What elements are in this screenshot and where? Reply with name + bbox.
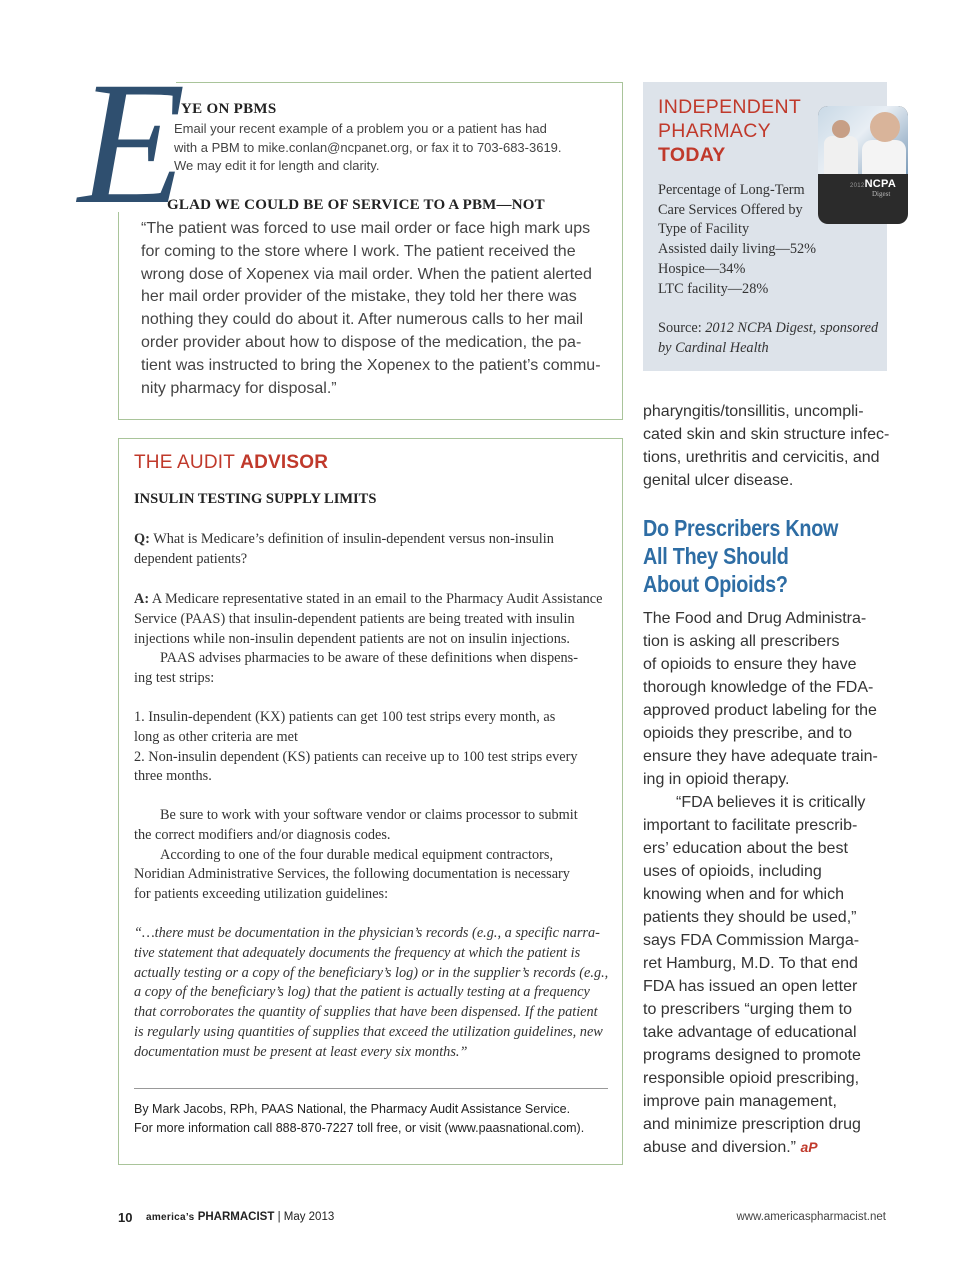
column-line: tions, urethritis and cervicitis, and: [643, 449, 880, 466]
body-line: The Food and Drug Administra-: [643, 610, 867, 627]
quote-line: knowing when and for which: [643, 886, 845, 903]
source-italic: 2012 NCPA Digest, sponsored: [705, 320, 879, 336]
story-line: order provider about how to dispose of the medication, the pa-: [141, 333, 582, 351]
story-line: wrong dose of Xopenex via mail order. When the patient alerted: [141, 265, 592, 283]
vendor-line: the correct modifiers and/or diagnosis codes.: [134, 826, 391, 843]
intro-line: with a PBM to mike.conlan@ncpanet.org, or fax it to 703-683-3619.: [174, 139, 562, 155]
noridian-line: for patients exceeding utilization guidelines:: [134, 886, 389, 903]
ncpa-digest-cover-image: [818, 106, 908, 224]
a-line: A Medicare representative stated in an email to the Pharmacy Audit Assistance: [151, 591, 603, 607]
quote-line: take advantage of educational: [643, 1024, 857, 1041]
quote-line: says FDA Commission Marga-: [643, 932, 860, 949]
quote-line: ret Hamburg, M.D. To that end: [643, 955, 858, 972]
story-line: “The patient was forced to use mail order or face high mark ups: [141, 220, 591, 237]
story-line: nothing they could do about it. After numerous calls to her mail: [141, 311, 584, 329]
audit-credit: [134, 1100, 584, 1137]
quote-line: documentation must be present at least every six months.”: [134, 1043, 468, 1060]
story-line: her mail order provider of the mistake, they told her there was: [141, 288, 577, 306]
stat-line: Care Services Offered by: [658, 201, 803, 218]
audit-question: [134, 530, 610, 570]
pbm-story-subheading: GLAD WE COULD BE OF SERVICE TO A PBM—NOT: [167, 197, 545, 213]
q-label: Q:: [134, 531, 150, 547]
ipt-title-line: PHARMACY: [658, 120, 771, 142]
quote-line: actually testing or a copy of the beneficiary’s log) or in the supplier’s records (e.g.,: [134, 964, 609, 981]
ipt-statistics: [658, 181, 816, 299]
opioid-article-body: [643, 607, 878, 1159]
story-line: for coming to the store where I work. The patient received the: [141, 242, 576, 260]
noridian-line: According to one of the four durable medical equipment contractors,: [160, 846, 554, 863]
body-line: approved product labeling for the: [643, 702, 877, 719]
quote-line: “FDA believes it is critically: [676, 794, 866, 811]
a-label: A:: [134, 591, 150, 607]
stat-line: LTC facility—28%: [658, 280, 769, 297]
ncpa-cover-name: NCPA: [864, 178, 897, 190]
stat-line: Assisted daily living—52%: [658, 241, 817, 258]
story-line: nity pharmacy for disposal.”: [141, 379, 337, 397]
eye-on-pbms-heading: YE ON PBMS: [181, 101, 277, 117]
drop-cap: E: [78, 46, 186, 241]
quote-line: a copy of the beneficiary’s log) that the patient is actually testing at a frequency: [134, 984, 590, 1001]
quote-line: that corroborates the quantity of supplies that have been dispensed. If the patient: [134, 1004, 598, 1021]
column-line: genital ulcer disease.: [643, 472, 794, 489]
quote-line: FDA has issued an open letter: [643, 978, 858, 995]
heading-line: About Opioids?: [643, 571, 788, 597]
credit-line: By Mark Jacobs, RPh, PAAS National, the Pharmacy Audit Assistance Service.: [134, 1102, 571, 1116]
audit-answer: [134, 590, 610, 689]
body-line: of opioids to ensure they have: [643, 656, 857, 673]
heading-line: Do Prescribers Know: [643, 515, 839, 541]
noridian-line: Noridian Administrative Services, the following documentation is necessary: [134, 866, 570, 883]
paas-line: PAAS advises pharmacies to be aware of these definitions when dispens-: [160, 650, 578, 667]
magazine-brand: [146, 1211, 334, 1223]
body-line: ing in opioid therapy.: [643, 771, 790, 788]
credit-line: For more information call 888-870-7227 toll free, or visit (www.paasnational.com).: [134, 1120, 585, 1135]
quote-line: and minimize prescription drug: [643, 1116, 861, 1133]
quote-line: uses of opioids, including: [643, 863, 822, 880]
source-label: Source:: [658, 320, 702, 336]
quote-line: responsible opioid prescribing,: [643, 1070, 860, 1087]
story-line: tient was instructed to bring the Xopenex to the patient’s commu-: [141, 356, 601, 374]
pbm-story-text: [141, 218, 611, 400]
list-line: 1. Insulin-dependent (KX) patients can get 100 test strips every month, as: [134, 709, 556, 725]
ipt-source: [658, 319, 878, 358]
footer-url: www.americaspharmacist.net: [736, 1211, 886, 1223]
quote-line: to prescribers “urging them to: [643, 1001, 852, 1018]
paas-line: ing test strips:: [134, 670, 215, 687]
stat-line: Percentage of Long-Term: [658, 182, 805, 198]
quote-line: programs designed to promote: [643, 1047, 861, 1064]
audit-subheading: INSULIN TESTING SUPPLY LIMITS: [134, 491, 377, 507]
ncpa-cover-label: [850, 178, 896, 190]
column-continued-text: [643, 400, 889, 492]
stat-line: Hospice—34%: [658, 260, 746, 277]
quote-line: patients they should be used,”: [643, 909, 857, 926]
list-line: 2. Non-insulin dependent (KS) patients can receive up to 100 test strips every: [134, 748, 578, 765]
body-line: thorough knowledge of the FDA-: [643, 679, 874, 696]
brand-lower: america’s: [146, 1212, 195, 1223]
audit-advisor-title: [134, 452, 328, 474]
audit-vendor-paragraph: [134, 806, 610, 905]
quote-line: is regularly using quantities of supplies that exceed the utilization guidelines, new: [134, 1023, 603, 1040]
issue-date: | May 2013: [277, 1211, 335, 1223]
quote-line: improve pain management,: [643, 1093, 837, 1110]
quote-line: important to facilitate prescrib-: [643, 817, 858, 834]
ipt-title-line: INDEPENDENT: [658, 96, 802, 118]
page-number: 10: [118, 1210, 133, 1225]
a-line: injections while non-insulin dependent patients are not on insulin injections.: [134, 630, 570, 647]
audit-title-light: THE AUDIT: [134, 452, 235, 473]
column-line: cated skin and skin structure infec-: [643, 426, 890, 443]
audit-divider: [134, 1088, 608, 1089]
body-line: tion is asking all prescribers: [643, 633, 840, 650]
q-line: What is Medicare’s definition of insulin-dependent versus non-insulin: [153, 531, 554, 547]
ipt-title-bold: TODAY: [658, 144, 726, 166]
last-line: abuse and diversion.”: [643, 1139, 796, 1156]
q-line: dependent patients?: [134, 550, 248, 567]
opioid-article-heading: [643, 514, 870, 598]
quote-line: tive statement that adequately documents the frequency at which the patient is: [134, 944, 581, 961]
brand-upper: PHARMACIST: [197, 1211, 275, 1223]
audit-title-bold: ADVISOR: [240, 452, 329, 473]
column-line: pharyngitis/tonsillitis, uncompli-: [643, 403, 864, 420]
eye-on-pbms-intro: [174, 120, 614, 176]
heading-line: All They Should: [643, 543, 789, 569]
ipt-title: [658, 95, 801, 167]
ncpa-cover-subtitle: Digest: [872, 190, 891, 198]
body-line: opioids they prescribe, and to: [643, 725, 853, 742]
ncpa-cover-year: 2012: [850, 183, 865, 189]
end-mark-icon: aP: [800, 1139, 818, 1155]
audit-quote: [134, 924, 610, 1063]
quote-line: ers’ education about the best: [643, 840, 848, 857]
list-line: long as other criteria are met: [134, 728, 298, 745]
quote-line: “…there must be documentation in the physician’s records (e.g., a specific narra-: [134, 925, 600, 941]
a-line: Service (PAAS) that insulin-dependent patients are being treated with insulin: [134, 610, 575, 627]
list-line: three months.: [134, 768, 212, 785]
audit-list: [134, 708, 610, 787]
intro-line: We may edit it for length and clarity.: [174, 158, 380, 174]
source-italic: by Cardinal Health: [658, 339, 769, 356]
vendor-line: Be sure to work with your software vendor or claims processor to submit: [160, 807, 578, 823]
stat-line: Type of Facility: [658, 221, 750, 238]
intro-line: Email your recent example of a problem you or a patient has had: [174, 121, 547, 136]
body-line: ensure they have adequate train-: [643, 748, 878, 765]
